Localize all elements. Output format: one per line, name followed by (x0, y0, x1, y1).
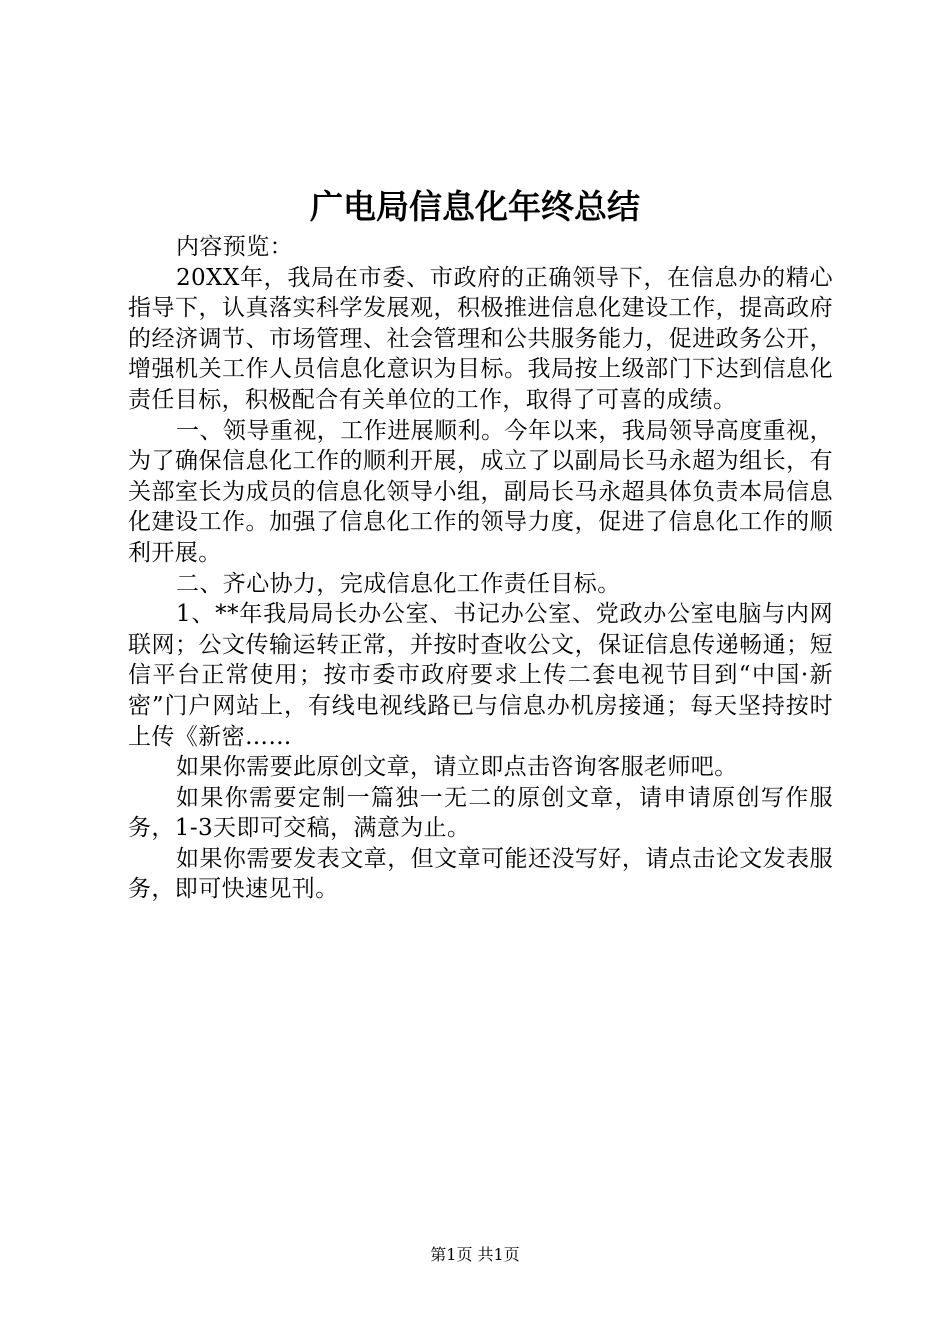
section-one-paragraph: 一、领导重视，工作进展顺利。今年以来，我局领导高度重视，为了确保信息化工作的顺利开展，成立了以副局长马永超为组长，有关部室长为成员的信息化领导小组，副局长马永超具体负责本局信息化建设工作。加强了信息化工作的领导力度，促进了信息化工作的顺利开展。 (128, 417, 833, 566)
preview-label: 内容预览： (176, 234, 293, 260)
item-one-paragraph: 1、**年我局局长办公室、书记办公室、党政办公室电脑与内网联网；公文传输运转正常，并按时查收公文，保证信息传递畅通；短信平台正常使用；按市委市政府要求上传二套电视节目到“中国·新密”门户网站上，有线电视线路已与信息办机房接通；每天坚持按时上传《新密…… (128, 601, 833, 750)
page-number-footer: 第1页 共1页 (430, 1245, 520, 1264)
section-two-heading: 二、齐心协力，完成信息化工作责任目标。 (176, 570, 621, 597)
document-body (128, 232, 833, 905)
document-title: 广电局信息化年终总结 (310, 187, 640, 226)
service-note-custom: 如果你需要定制一篇独一无二的原创文章，请申请原创写作服务，1-3天即可交稿，满意为止。 (128, 784, 833, 842)
service-note-original: 如果你需要此原创文章，请立即点击咨询客服老师吧。 (176, 754, 738, 781)
service-note-publish: 如果你需要发表文章，但文章可能还没写好，请点击论文发表服务，即可快速见刊。 (128, 845, 833, 903)
intro-paragraph: 20XX年，我局在市委、市政府的正确领导下，在信息办的精心指导下，认真落实科学发展观，积极推进信息化建设工作，提高政府的经济调节、市场管理、社会管理和公共服务能力，促进政务公开，增强机关工作人员信息化意识为目标。我局按上级部门下达到信息化责任目标，积极配合有关单位的工作，取得了可喜的成绩。 (128, 264, 833, 413)
